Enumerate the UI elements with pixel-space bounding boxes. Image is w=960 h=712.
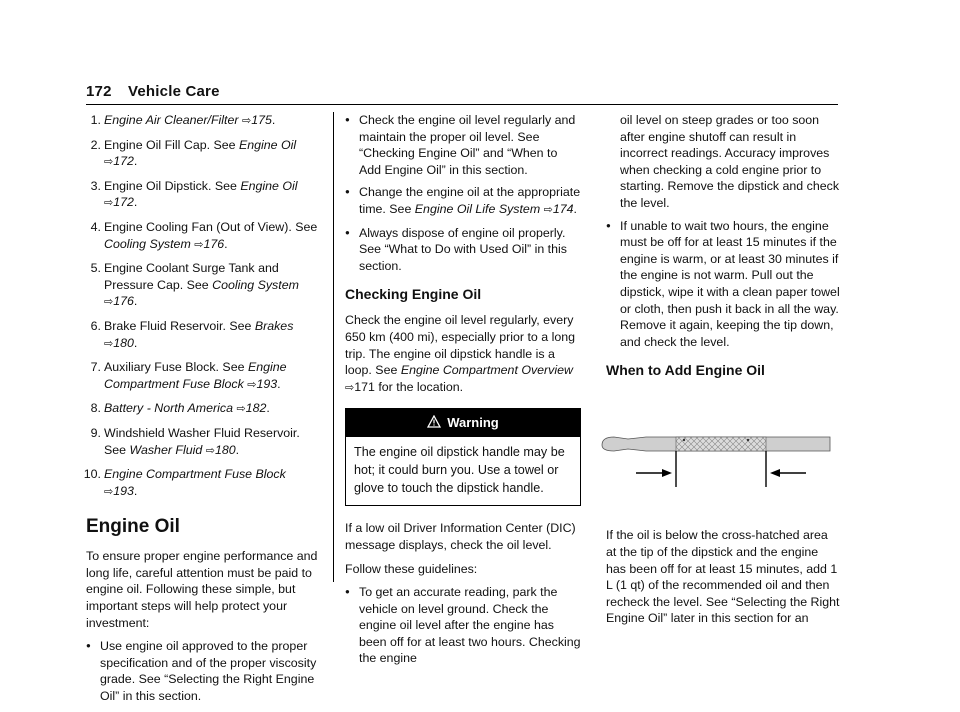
punct: . xyxy=(133,294,138,309)
bullet-text: Use engine oil approved to the proper specification and of the proper viscosity grade. See “Selecting the Right Engine Oil” in this section. xyxy=(100,639,317,704)
header-rule xyxy=(86,104,838,105)
right-arrow-icon xyxy=(636,469,672,477)
punct: . xyxy=(133,195,138,210)
engine-oil-heading: Engine Oil xyxy=(86,516,180,538)
parts-list-item xyxy=(86,425,318,459)
page-number: 172 xyxy=(86,83,112,100)
punct: . xyxy=(133,335,138,350)
warning-box xyxy=(345,408,581,506)
item-number: 9. xyxy=(90,425,101,440)
page-ref-arrow-icon: ⇨ xyxy=(241,115,252,127)
cross-reference-link[interactable]: Engine Oil xyxy=(240,178,298,193)
page-ref-number[interactable]: 172 xyxy=(113,195,134,210)
guideline-continued xyxy=(606,112,840,212)
item-text: Engine Oil Dipstick. See xyxy=(104,178,241,193)
page-ref-arrow-icon: ⇨ xyxy=(104,337,114,350)
item-number: 5. xyxy=(90,261,101,276)
bullet-text: Always dispose of engine oil properly. See “What to Do with Used Oil” in this section. xyxy=(359,225,567,273)
guidelines-intro: Follow these guidelines: xyxy=(345,561,478,576)
item-number: 1. xyxy=(90,113,101,127)
page-ref-arrow-icon: ⇨ xyxy=(194,238,204,251)
page-ref-arrow-icon: ⇨ xyxy=(236,403,246,416)
warning-title-bar xyxy=(346,409,580,437)
item-text: Engine Cooling Fan (Out of View). See xyxy=(104,219,318,234)
page-ref-number[interactable]: 176 xyxy=(203,236,225,251)
dic-para: If a low oil Driver Information Center (DIC) message displays, check the oil level. xyxy=(345,521,576,552)
engine-oil-bullets xyxy=(86,638,318,704)
page-ref-number[interactable]: 193 xyxy=(256,376,278,391)
parts-list-item xyxy=(83,466,318,500)
parts-list xyxy=(83,112,318,500)
parts-list-item xyxy=(86,137,318,171)
page-ref-arrow-icon: ⇨ xyxy=(104,197,114,210)
item-number: 10. xyxy=(83,467,101,482)
warning-text: The engine oil dipstick handle may be hot; it could burn you. Use a towel or glove to touch the dipstick handle. xyxy=(354,445,565,496)
parts-list-item xyxy=(86,318,318,352)
engine-oil-intro: To ensure proper engine performance and long life, careful attention must be paid to engine oil. Following these simple, but important steps will help protect your investment: xyxy=(86,549,318,630)
item-text: Engine Coolant Surge Tank and Pressure Cap. See xyxy=(104,261,279,292)
parts-list-item xyxy=(86,112,318,130)
item-text: Windshield Washer Fluid Reservoir. See xyxy=(104,425,300,457)
punct: . xyxy=(277,376,281,391)
page-ref-number[interactable]: 180 xyxy=(214,442,236,457)
cross-reference-link[interactable]: Engine Compartment Fuse Block xyxy=(104,467,286,482)
when-to-add-heading: When to Add Engine Oil xyxy=(606,362,765,379)
para-text: for the location. xyxy=(374,379,464,394)
bullet-item xyxy=(345,584,581,667)
item-text: Brake Fluid Reservoir. See xyxy=(104,318,255,333)
page-ref-arrow-icon: ⇨ xyxy=(247,378,257,391)
item-text: Engine Oil Fill Cap. See xyxy=(104,137,239,152)
bullet-item xyxy=(345,184,581,218)
punct: . xyxy=(133,483,138,498)
para-text: Check the engine oil level regularly, every 650 km (400 mi), especially prior to a long trip. The engine oil dipstick handle is a loop. See xyxy=(345,313,576,378)
warning-triangle-icon xyxy=(427,415,441,428)
page-ref-number[interactable]: 172 xyxy=(113,154,134,169)
punct: . xyxy=(266,401,270,416)
dipstick-icon xyxy=(602,437,830,451)
section-title: Vehicle Care xyxy=(128,83,220,100)
item-number: 2. xyxy=(90,137,101,152)
bullet-item xyxy=(345,225,581,275)
cross-reference-link[interactable]: Washer Fluid xyxy=(129,442,203,457)
parts-list-item xyxy=(86,178,318,212)
item-number: 3. xyxy=(90,178,101,193)
parts-list-item xyxy=(86,359,318,393)
bullet-text: Check the engine oil level regularly and maintain the proper oil level. See “Checking Engine Oil” and “When to Add Engine Oil” in this section. xyxy=(359,113,576,177)
checking-para xyxy=(345,312,581,396)
page-ref-arrow-icon: ⇨ xyxy=(104,296,114,309)
page-ref-number[interactable]: 174 xyxy=(552,201,574,216)
page-ref-number[interactable]: 193 xyxy=(113,483,134,498)
page-ref-number[interactable]: 171 xyxy=(354,379,375,394)
column-3 xyxy=(606,112,840,634)
engine-oil-bullets-cont xyxy=(345,112,581,274)
punct: . xyxy=(133,154,138,169)
item-number: 7. xyxy=(90,360,101,375)
checking-engine-oil-heading: Checking Engine Oil xyxy=(345,286,482,303)
bullet-item xyxy=(606,218,840,351)
bullet-text: Change the engine oil at the appropriate time. See xyxy=(359,185,581,216)
parts-list-item xyxy=(86,260,318,311)
page-header xyxy=(86,83,220,100)
cross-reference-link[interactable]: Brakes xyxy=(254,318,294,333)
guidelines-list xyxy=(345,584,581,667)
page-ref-number[interactable]: 180 xyxy=(113,335,134,350)
item-number: 8. xyxy=(90,401,101,416)
page-ref-arrow-icon: ⇨ xyxy=(104,485,114,498)
item-number: 4. xyxy=(90,219,101,234)
item-number: 6. xyxy=(90,318,101,333)
page-ref-number[interactable]: 176 xyxy=(113,294,134,309)
left-arrow-icon xyxy=(770,469,806,477)
page-ref-arrow-icon: ⇨ xyxy=(205,444,215,457)
parts-list-item xyxy=(86,400,318,418)
when-to-add-para: If the oil is below the cross-hatched area at the tip of the dipstick and the engine has been off for at least 15 minutes, add 1 L (1 qt) of the recommended oil and then recheck the level. See “Selecting the Right Engine Oil” later in this section for an xyxy=(606,528,840,626)
page-ref-arrow-icon: ⇨ xyxy=(543,203,553,216)
dipstick-illustration xyxy=(598,399,832,509)
punct: . xyxy=(224,236,228,251)
bullet-item xyxy=(345,112,581,178)
guidelines-list-cont xyxy=(606,218,840,351)
column-2 xyxy=(345,112,581,674)
cross-reference-link[interactable]: Cooling System xyxy=(212,277,299,292)
page-ref-arrow-icon: ⇨ xyxy=(345,381,355,394)
punct: . xyxy=(271,113,276,127)
item-text: Auxiliary Fuse Block. See xyxy=(104,360,248,375)
parts-list-item xyxy=(86,219,318,253)
cross-reference-link[interactable]: Engine Air Cleaner/Filter xyxy=(104,113,239,127)
page-ref-arrow-icon: ⇨ xyxy=(104,156,114,169)
cross-reference-link[interactable]: Engine Compartment Overview xyxy=(400,363,573,378)
cross-reference-link[interactable]: Cooling System xyxy=(104,236,191,251)
bullet-text: To get an accurate reading, park the vehicle on level ground. Check the engine oil level after the engine has been off for at least two hours. Checking the engine xyxy=(359,585,581,666)
page-ref-number[interactable]: 175 xyxy=(251,113,272,127)
bullet-text: oil level on steep grades or too soon after engine shutoff can result in incorrect readings. Accuracy improves when checking a cold engine prior to starting. Remove the dipstick and check the level. xyxy=(620,113,840,210)
warning-title: Warning xyxy=(447,415,499,431)
cross-reference-link[interactable]: Battery - North America xyxy=(104,401,233,416)
column-1 xyxy=(83,112,318,712)
page-ref-number[interactable]: 182 xyxy=(245,401,267,416)
column-divider xyxy=(333,112,334,582)
cross-reference-link[interactable]: Engine Oil xyxy=(238,137,297,152)
bullet-item xyxy=(86,638,318,704)
punct: . xyxy=(235,442,240,457)
bullet-text: If unable to wait two hours, the engine must be off for at least 15 minutes if the engine is warm, or at least 30 minutes if the engine is not warm. Pull out the dipstick, wipe it with a clean paper towel or cloth, then push it back in all the way. Remove it again, keeping the tip down, and check the level. xyxy=(620,218,840,349)
punct: . xyxy=(573,201,577,216)
cross-reference-link[interactable]: Engine Compartment Fuse Block xyxy=(104,360,287,391)
cross-reference-link[interactable]: Engine Oil Life System xyxy=(414,201,541,216)
